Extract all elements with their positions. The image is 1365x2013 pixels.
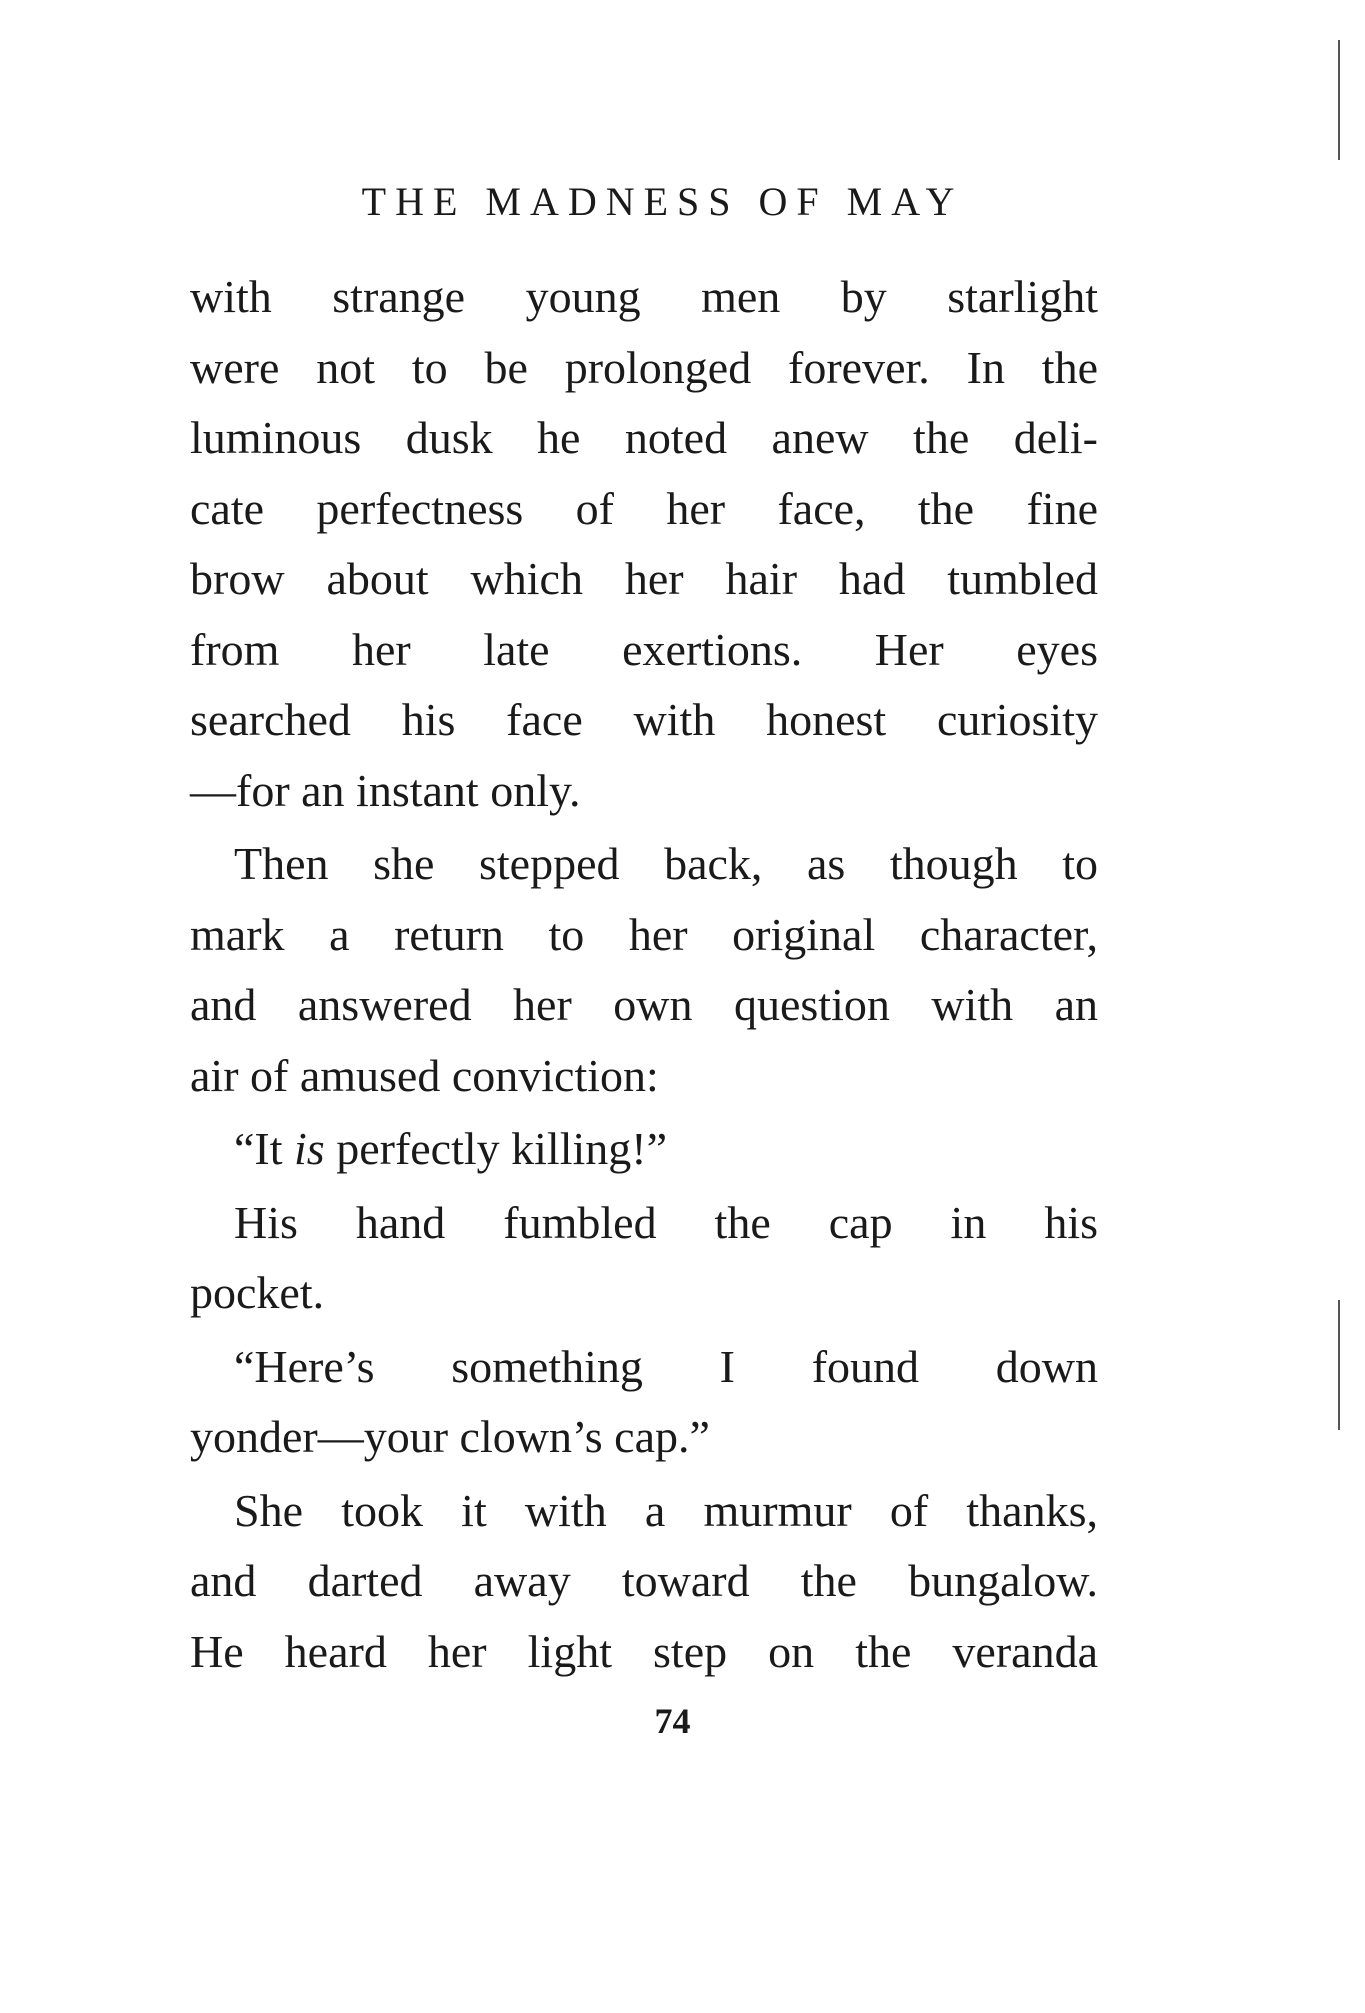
- page-number: [0, 1700, 1365, 1742]
- body-text: [190, 262, 1098, 1687]
- text-line: with strange young men by starlight: [190, 271, 1098, 322]
- text-line: “It is perfectly killing!”: [234, 1123, 668, 1174]
- margin-scan-mark: [1338, 40, 1340, 160]
- text-line: and answered her own question with an: [190, 979, 1098, 1030]
- text-line: —for an instant only.: [190, 764, 581, 816]
- text-line: “Here’s something I found down: [234, 1340, 1098, 1392]
- text-line: cate perfectness of her face, the fine: [190, 482, 1098, 534]
- page-number-text: 74: [654, 1701, 691, 1741]
- running-head: [0, 178, 1365, 225]
- text-line: He heard her light step on the veranda: [190, 1625, 1098, 1677]
- running-head-text: THE MADNESS OF MAY: [361, 179, 964, 224]
- text-line: Then she stepped back, as though to: [234, 838, 1098, 889]
- text-line: mark a return to her original character,: [190, 908, 1098, 960]
- text-line: air of amused conviction:: [190, 1049, 659, 1101]
- text-line: yonder—your clown’s cap.”: [190, 1411, 710, 1462]
- text-line: brow about which her hair had tumbled: [190, 553, 1098, 604]
- text-line: were not to be prolonged forever. In the: [190, 341, 1098, 393]
- text-line: His hand fumbled the cap in his: [234, 1196, 1098, 1248]
- text-line: from her late exertions. Her eyes: [190, 623, 1098, 675]
- text-line: searched his face with honest curiosity: [190, 694, 1098, 745]
- text-line: She took it with a murmur of thanks,: [234, 1484, 1098, 1536]
- text-line: luminous dusk he noted anew the deli-: [190, 412, 1098, 463]
- margin-scan-mark: [1338, 1300, 1340, 1430]
- text-line: pocket.: [190, 1267, 325, 1318]
- text-line: and darted away toward the bungalow.: [190, 1555, 1098, 1606]
